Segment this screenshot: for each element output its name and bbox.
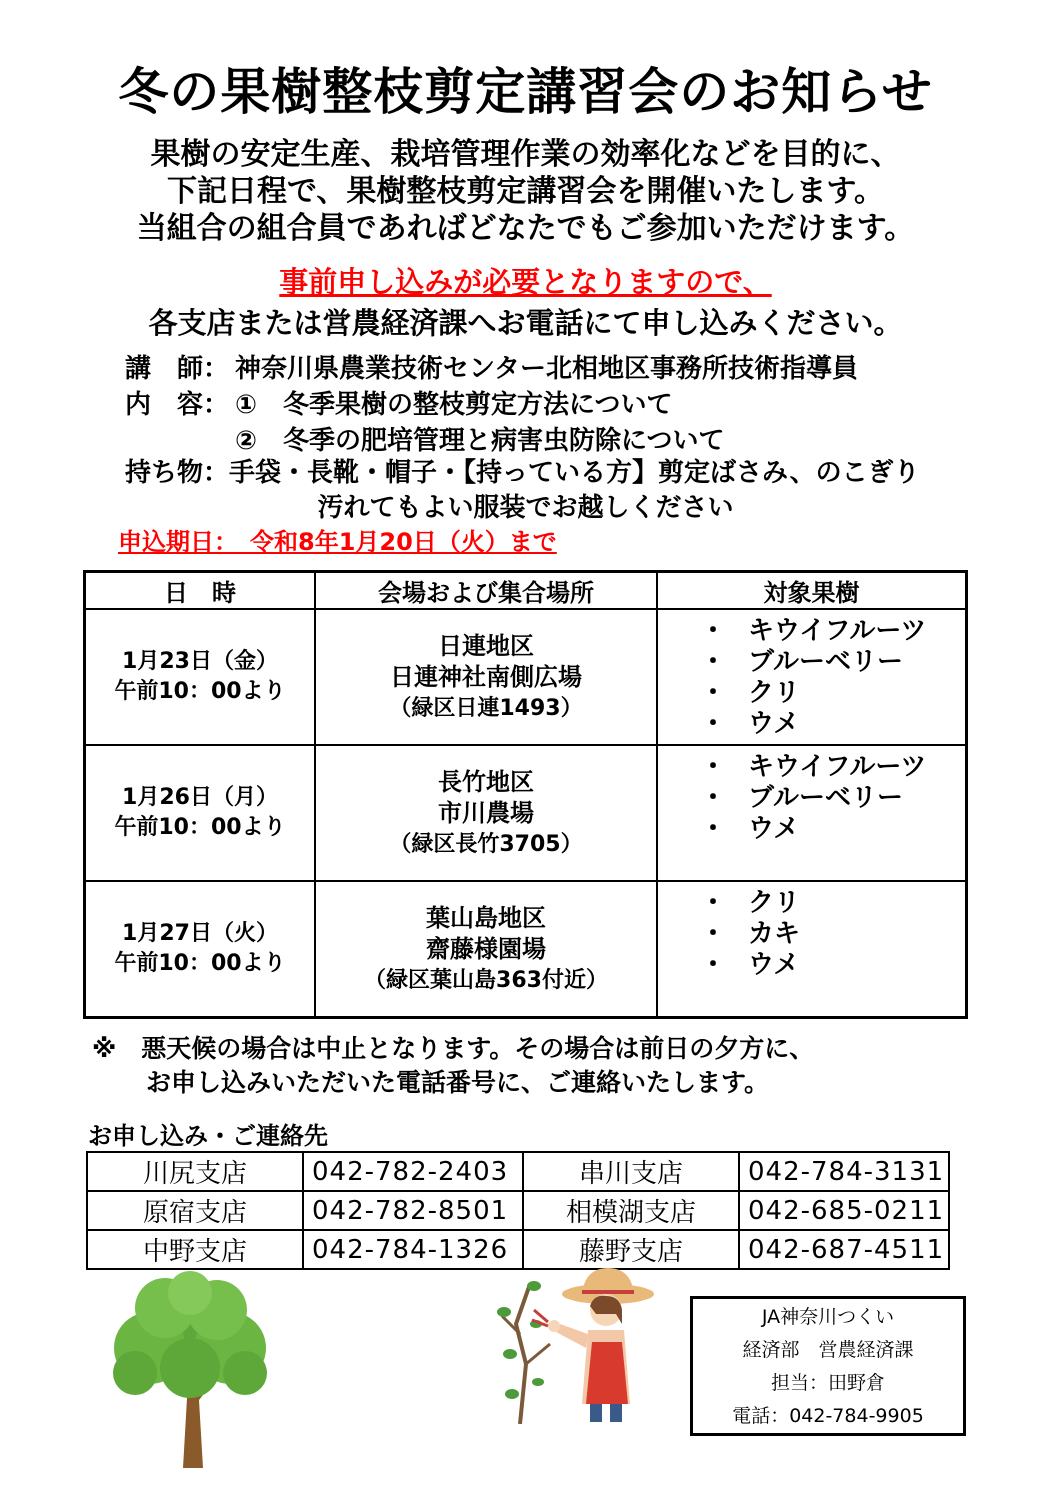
schedule-time: 午前10：00より: [114, 951, 286, 976]
list-item: ・ クリ: [700, 678, 965, 709]
intro-line-1: 果樹の安定生産、栽培管理作業の効率化などを目的に、: [150, 137, 901, 172]
branch-name: 藤野支店: [523, 1230, 739, 1269]
gardener-pruning-illustration-icon: [490, 1264, 670, 1424]
branch-name: 串川支店: [523, 1152, 739, 1191]
schedule-time: 午前10：00より: [114, 679, 286, 704]
intro-text: [0, 136, 1051, 247]
content-item-1: ① 冬季果樹の整枝剪定方法について: [235, 390, 673, 420]
branch-phone: 042-782-2403: [303, 1152, 523, 1191]
warning-line-2: お申し込みいただいた電話番号に、ご連絡いたします。: [146, 1068, 770, 1097]
fruit-list: [700, 616, 965, 740]
bad-weather-notice: [92, 1032, 814, 1100]
list-item: ・ ウメ: [700, 709, 965, 740]
header-venue: 会場および集合場所: [315, 572, 657, 610]
branch-phone: 042-782-8501: [303, 1191, 523, 1230]
list-item: ・ ウメ: [700, 950, 965, 981]
venue-address: （緑区長竹3705）: [389, 831, 583, 857]
branch-name: 原宿支店: [87, 1191, 303, 1230]
table-row: [87, 1152, 949, 1191]
branch-phone: 042-685-0211: [739, 1191, 949, 1230]
schedule-date: 1月26日（月）: [122, 785, 278, 810]
header-datetime: 日 時: [85, 572, 316, 610]
venue-address: （緑区葉山島363付近）: [364, 967, 608, 993]
schedule-date-cell: [85, 745, 316, 881]
staff-contact-box: [690, 1296, 966, 1436]
content-item-2: ② 冬季の肥培管理と病害虫防除について: [235, 426, 725, 456]
items-line: [125, 452, 920, 489]
list-item: ・ キウイフルーツ: [700, 616, 965, 647]
list-item: ・ ブルーベリー: [700, 783, 965, 814]
staff-dept: 経済部 営農経済課: [742, 1339, 914, 1361]
intro-line-2: 下記日程で、果樹整枝剪定講習会を開催いたします。: [167, 174, 884, 209]
clothing-note: 汚れてもよい服装でお越しください: [317, 493, 734, 523]
list-item: ・ ウメ: [700, 814, 965, 845]
list-item: ・ キウイフルーツ: [700, 752, 965, 783]
table-row: [85, 609, 967, 745]
apply-instruction: 各支店または営農経済課へお電話にて申し込みください。: [148, 306, 903, 340]
preregistration-notice: [0, 260, 1051, 301]
venue-area: 葉山島地区: [426, 903, 546, 932]
schedule-table: [83, 570, 968, 1019]
schedule-fruits-cell: [657, 745, 967, 881]
list-item: ・ クリ: [700, 888, 965, 919]
staff-org: JA神奈川つくい: [761, 1306, 895, 1328]
schedule-time: 午前10：00より: [114, 815, 286, 840]
items-value: 手袋・長靴・帽子・【持っている方】剪定ばさみ、のこぎり: [229, 458, 920, 488]
venue-area: 長竹地区: [438, 767, 534, 796]
fruit-list: [700, 888, 965, 981]
table-row: [85, 881, 967, 1018]
branch-name: 相模湖支店: [523, 1191, 739, 1230]
application-deadline: 申込期日： 令和8年1月20日（火）まで: [118, 528, 557, 556]
venue-area: 日連地区: [438, 631, 534, 660]
table-row: [87, 1191, 949, 1230]
branch-name: 川尻支店: [87, 1152, 303, 1191]
branch-phone: 042-784-3131: [739, 1152, 949, 1191]
lecturer-value: 神奈川県農業技術センター北相地区事務所技術指導員: [235, 354, 858, 384]
tree-illustration-icon: [105, 1268, 275, 1468]
branch-name: 中野支店: [87, 1230, 303, 1269]
schedule-venue-cell: [315, 745, 657, 881]
schedule-venue-cell: [315, 609, 657, 745]
schedule-venue-cell: [315, 881, 657, 1018]
schedule-date: 1月27日（火）: [122, 921, 278, 946]
items-label: 持ち物：: [125, 458, 230, 488]
schedule-date: 1月23日（金）: [122, 649, 278, 674]
staff-phone: 電話：042-784-9905: [732, 1405, 924, 1427]
list-item: ・ ブルーベリー: [700, 647, 965, 678]
content-label: 内 容：: [125, 390, 230, 420]
schedule-header-row: [85, 572, 967, 610]
schedule-fruits-cell: [657, 609, 967, 745]
venue-name: 市川農場: [438, 798, 534, 827]
preregistration-notice-text: 事前申し込みが必要となりますので、: [279, 265, 772, 299]
venue-name: 日連神社南側広場: [390, 662, 582, 691]
venue-name: 齋藤様園場: [426, 934, 546, 963]
page-title: 冬の果樹整枝剪定講習会のお知らせ: [118, 63, 933, 121]
table-row: [85, 745, 967, 881]
lecturer-label: 講 師：: [125, 354, 230, 384]
branch-phone: 042-687-4511: [739, 1230, 949, 1269]
fruit-list: [700, 752, 965, 845]
header-fruits: 対象果樹: [657, 572, 967, 610]
warning-line-1: ※ 悪天候の場合は中止となります。その場合は前日の夕方に、: [92, 1034, 815, 1063]
schedule-date-cell: [85, 609, 316, 745]
intro-line-3: 当組合の組合員であればどなたでもご参加いただけます。: [136, 211, 915, 246]
schedule-date-cell: [85, 881, 316, 1018]
contacts-title: お申し込み・ご連絡先: [88, 1122, 328, 1150]
venue-address: （緑区日連1493）: [389, 695, 583, 721]
list-item: ・ カキ: [700, 919, 965, 950]
lecturer-line: [125, 348, 858, 385]
contacts-table: [86, 1151, 950, 1270]
staff-person: 担当：田野倉: [770, 1372, 885, 1394]
branch-phone: 042-784-1326: [303, 1230, 523, 1269]
content-line-1: [125, 384, 673, 421]
schedule-fruits-cell: [657, 881, 967, 1018]
